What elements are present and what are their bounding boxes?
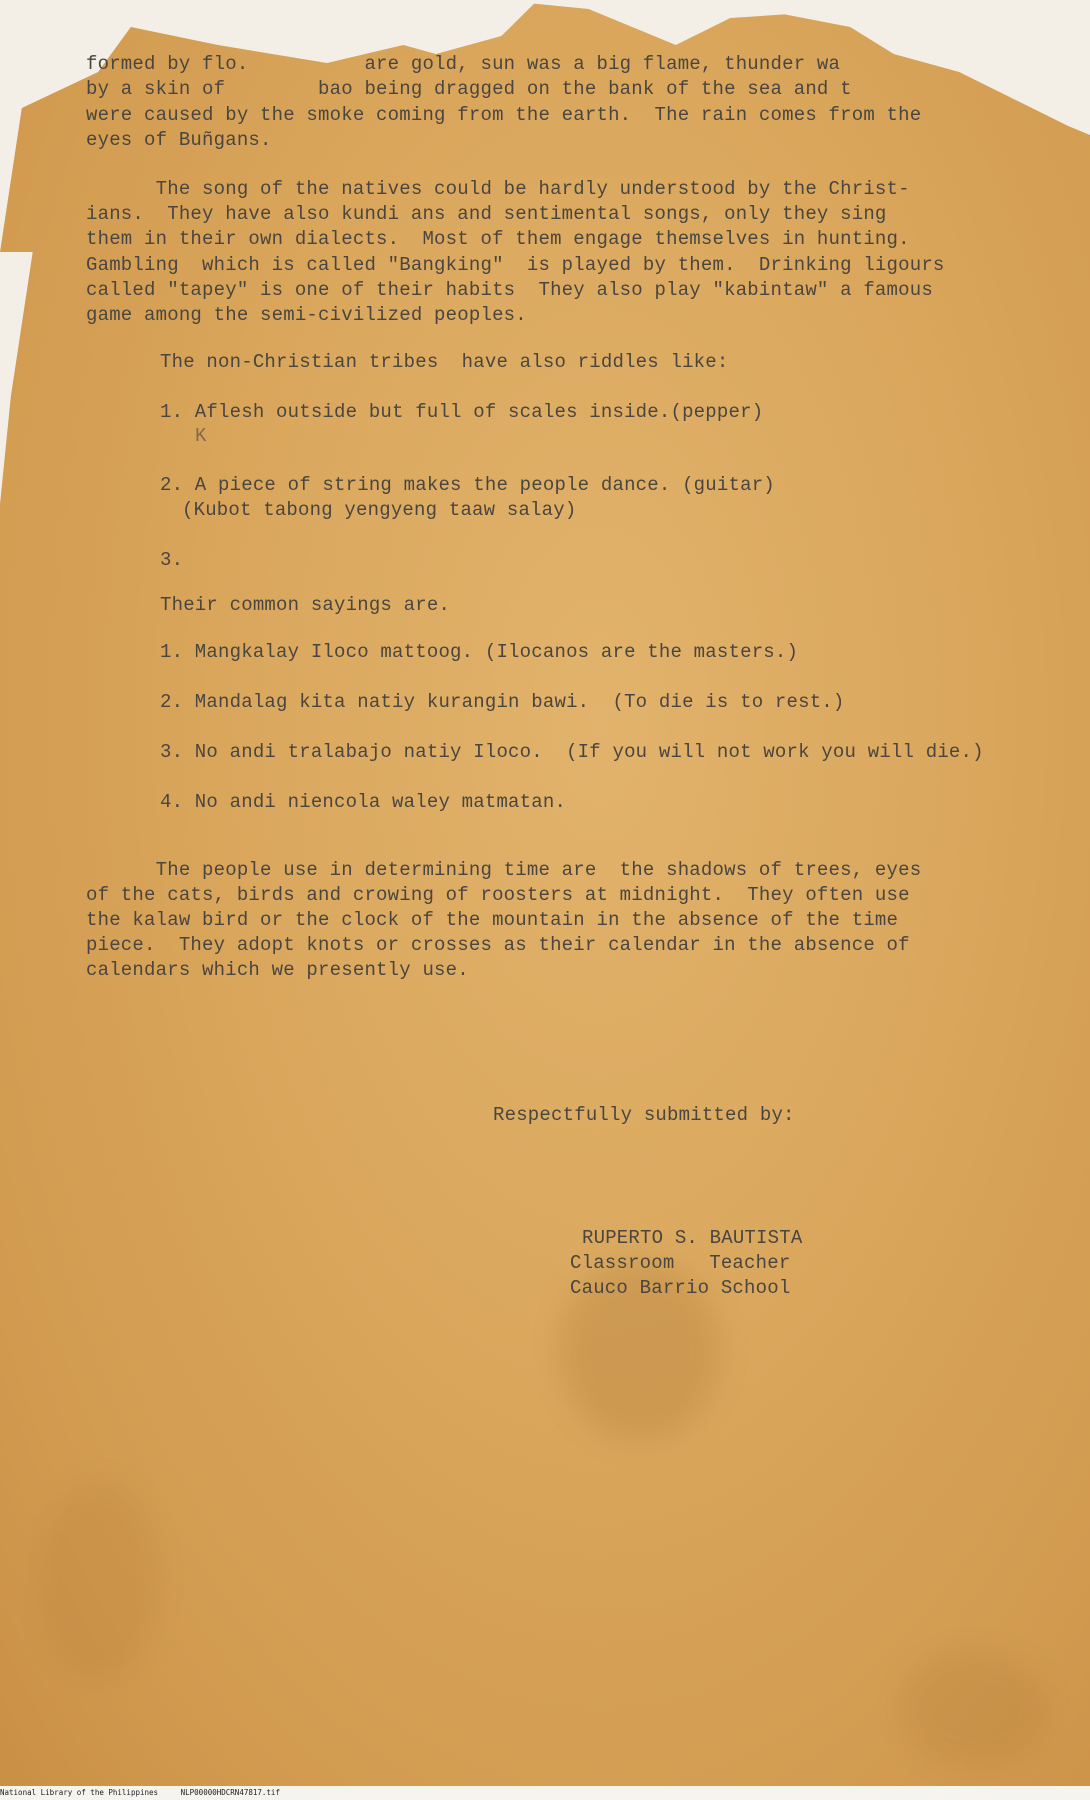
paragraph-line: Gambling which is called "Bangking" is played by them. Drinking ligours [86, 254, 945, 276]
sayings-intro: Their common sayings are. [160, 594, 451, 616]
paragraph-line: game among the semi-civilized peoples. [86, 304, 527, 326]
saying-item: 4. No andi niencola waley matmatan. [160, 791, 567, 813]
fragment-line: were caused by the smoke coming from the earth. The rain comes from the [86, 104, 922, 126]
archive-footer: National Library of the Philippines NLP00000HDCRN47817.tif [0, 1786, 1090, 1800]
paragraph-line: them in their own dialects. Most of them engage themselves in hunting. [86, 228, 910, 250]
signer-school: Cauco Barrio School [570, 1277, 791, 1299]
saying-item: 3. No andi tralabajo natiy Iloco. (If you will not work you will die.) [160, 741, 984, 763]
paragraph-line: The song of the natives could be hardly understood by the Christ- [86, 178, 910, 200]
paragraph-line: the kalaw bird or the clock of the mountain in the absence of the time [86, 909, 899, 931]
riddles-intro: The non-Christian tribes have also riddles like: [160, 351, 729, 373]
paragraph-line: piece. They adopt knots or crosses as their calendar in the absence of [86, 934, 910, 956]
paragraph-line: of the cats, birds and crowing of roosters at midnight. They often use [86, 884, 910, 906]
signer-title: Classroom Teacher [570, 1252, 791, 1274]
saying-item: 2. Mandalag kita natiy kurangin bawi. (To die is to rest.) [160, 691, 845, 713]
paragraph-line: ians. They have also kundi ans and sentimental songs, only they sing [86, 203, 887, 225]
fragment-line: by a skin of bao being dragged on the bank of the sea and t [86, 78, 852, 100]
riddle-note: K [195, 425, 207, 447]
fragment-line: formed by flo. are gold, sun was a big flame, thunder wa [86, 53, 841, 75]
paragraph-line: called "tapey" is one of their habits They also play "kabintaw" a famous [86, 279, 933, 301]
riddle-item: 3. [160, 549, 184, 571]
saying-item: 1. Mangkalay Iloco mattoog. (Ilocanos are the masters.) [160, 641, 799, 663]
paragraph-line: calendars which we presently use. [86, 959, 469, 981]
closing: Respectfully submitted by: [493, 1104, 795, 1126]
paragraph-line: The people use in determining time are the shadows of trees, eyes [86, 859, 922, 881]
riddle-item: 2. A piece of string makes the people dance. (guitar) [160, 474, 775, 496]
riddle-translation: (Kubot tabong yengyeng taaw salay) [182, 499, 577, 521]
riddle-item: 1. Aflesh outside but full of scales inside.(pepper) [160, 401, 764, 423]
fragment-line: eyes of Buñgans. [86, 129, 272, 151]
signer-name: RUPERTO S. BAUTISTA [582, 1227, 803, 1249]
